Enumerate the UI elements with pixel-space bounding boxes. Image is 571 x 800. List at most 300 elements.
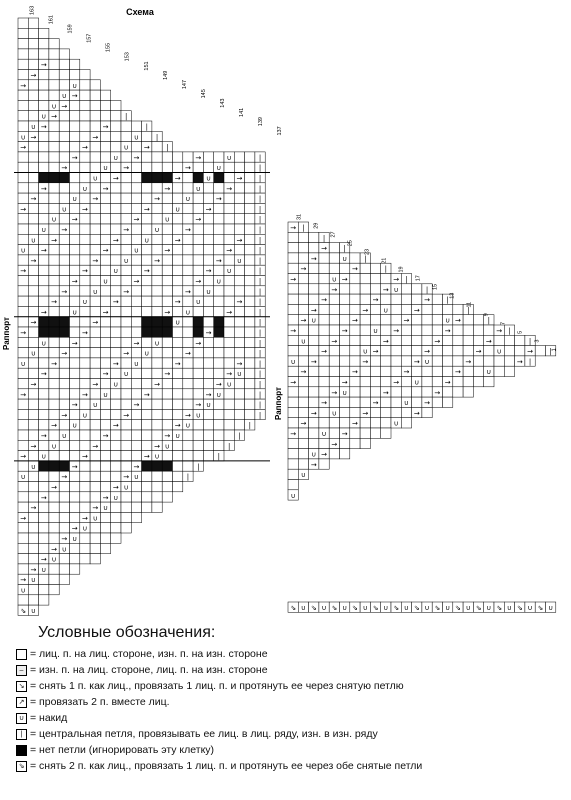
stitch-symbol: → [154, 195, 160, 204]
grid-cell [80, 430, 90, 440]
grid-cell [111, 142, 121, 152]
grid-cell [90, 100, 100, 110]
grid-cell [234, 183, 244, 193]
stitch-symbol: ∪ [175, 432, 181, 440]
grid-cell [183, 461, 193, 471]
legend-text: = изн. п. на лиц. стороне, лиц. п. на изн. стороне [30, 664, 268, 676]
grid-cell [432, 346, 442, 356]
grid-cell [162, 358, 172, 368]
grid-cell [49, 399, 59, 409]
grid-cell [370, 304, 380, 314]
grid-cell [142, 255, 152, 265]
grid-cell [162, 482, 172, 492]
grid-cell [90, 358, 100, 368]
stitch-symbol: | [258, 226, 262, 234]
stitch-symbol: ∪ [133, 473, 140, 482]
grid-cell [401, 284, 411, 294]
grid-cell [203, 224, 213, 234]
grid-cell [453, 387, 463, 397]
stitch-symbol: → [82, 143, 88, 152]
grid-cell [162, 296, 172, 306]
grid-cell [28, 100, 38, 110]
grid-cell [131, 409, 141, 419]
grid-cell [340, 438, 350, 448]
grid-cell [193, 265, 203, 275]
grid-cell [234, 317, 244, 327]
stitch-symbol: → [30, 195, 37, 204]
stitch-symbol: → [20, 329, 27, 337]
grid-cell [214, 430, 224, 440]
grid-cell [224, 162, 234, 172]
stitch-symbol: ∪ [123, 143, 129, 152]
column-number: 19 [398, 266, 405, 273]
stitch-symbol: → [290, 224, 297, 232]
grid-cell [463, 335, 473, 345]
grid-cell [111, 368, 121, 378]
grid-cell [80, 286, 90, 296]
grid-cell [142, 502, 152, 512]
stitch-symbol: → [82, 514, 88, 523]
grid-cell [28, 482, 38, 492]
stitch-symbol: | [217, 452, 221, 461]
stitch-symbol: | [258, 308, 262, 317]
stitch-symbol: → [51, 112, 57, 121]
stitch-symbol: → [40, 370, 47, 379]
grid-cell [111, 512, 121, 522]
grid-cell [288, 294, 298, 304]
stitch-symbol: → [195, 215, 202, 224]
stitch-symbol: | [258, 184, 262, 193]
grid-cell [121, 245, 131, 255]
grid-cell [131, 502, 141, 512]
grid-cell [173, 193, 183, 203]
stitch-symbol: → [185, 287, 191, 296]
grid-cell [152, 471, 162, 481]
stitch-symbol: → [321, 450, 327, 459]
grid-cell [234, 193, 244, 203]
stitch-symbol: → [30, 504, 37, 513]
stitch-symbol: ∪ [205, 174, 212, 183]
stitch-symbol: ∪ [92, 401, 98, 410]
column-number: 15 [432, 283, 439, 291]
grid-cell [381, 407, 391, 417]
stitch-symbol: | [528, 337, 532, 346]
stitch-symbol: ∪ [342, 254, 348, 263]
grid-cell [422, 377, 432, 387]
grid-cell [214, 296, 224, 306]
grid-cell [443, 366, 453, 376]
grid-cell [360, 366, 370, 376]
grid-cell [453, 335, 463, 345]
grid-cell [183, 440, 193, 450]
grid-cell [111, 276, 121, 286]
stitch-symbol: ∪ [154, 226, 160, 234]
grid-cell [121, 420, 131, 430]
grid-cell [412, 346, 422, 356]
grid-cell [18, 255, 28, 265]
grid-cell [131, 296, 141, 306]
stitch-symbol: | [166, 143, 169, 152]
grid-cell [329, 428, 339, 438]
grid-cell [90, 451, 100, 461]
grid-cell [100, 100, 110, 110]
grid-cell [111, 306, 121, 316]
stitch-symbol: ∪ [362, 347, 368, 356]
grid-cell [142, 327, 152, 337]
grid-cell [59, 399, 69, 409]
grid-cell [319, 274, 329, 284]
stitch-symbol: → [185, 164, 191, 173]
stitch-symbol: | [258, 349, 262, 358]
stitch-symbol: → [143, 452, 150, 461]
grid-cell [39, 348, 49, 358]
grid-cell [121, 337, 131, 347]
grid-cell [203, 337, 213, 347]
grid-cell [39, 70, 49, 80]
stitch-symbol: → [215, 195, 222, 204]
grid-cell [100, 317, 110, 327]
grid-cell [422, 325, 432, 335]
grid-cell [214, 265, 224, 275]
grid-cell [319, 315, 329, 325]
grid-cell [162, 389, 172, 399]
grid-cell [90, 203, 100, 213]
grid-cell [360, 315, 370, 325]
stitch-symbol: ∪ [226, 267, 232, 276]
grid-cell [288, 449, 298, 459]
grid-cell [100, 203, 110, 213]
stitch-symbol: → [290, 327, 297, 335]
stitch-symbol: → [195, 339, 202, 348]
grid-cell [39, 502, 49, 512]
grid-cell [173, 286, 183, 296]
stitch-symbol: → [362, 357, 369, 366]
stitch-symbol: → [51, 236, 57, 245]
stitch-symbol: ∪ [20, 246, 26, 255]
grid-cell [142, 440, 152, 450]
grid-cell [183, 152, 193, 162]
grid-cell [80, 492, 90, 502]
stitch-symbol: → [236, 359, 243, 368]
grid-cell [131, 265, 141, 275]
grid-cell [131, 234, 141, 244]
stitch-symbol: → [352, 316, 358, 325]
grid-cell [329, 449, 339, 459]
stitch-symbol: | [487, 316, 491, 325]
legend-row [16, 744, 561, 757]
grid-cell [49, 492, 59, 502]
grid-cell [131, 420, 141, 430]
stitch-symbol: → [236, 236, 243, 245]
stitch-symbol: ∪ [506, 604, 513, 612]
grid-cell [370, 356, 380, 366]
grid-cell [214, 440, 224, 450]
grid-cell [309, 438, 319, 448]
stitch-symbol: → [290, 378, 297, 387]
grid-cell [70, 234, 80, 244]
grid-cell [152, 482, 162, 492]
grid-cell [370, 387, 380, 397]
grid-cell [142, 409, 152, 419]
grid-cell [329, 325, 339, 335]
grid-cell [131, 451, 141, 461]
grid-cell [224, 214, 234, 224]
grid-cell [111, 131, 121, 141]
stitch-symbol: → [123, 473, 130, 482]
stitch-symbol: → [331, 440, 338, 449]
grid-cell [100, 533, 110, 543]
grid-cell [432, 377, 442, 387]
grid-cell [111, 389, 121, 399]
grid-cell [360, 377, 370, 387]
grid-cell [391, 315, 401, 325]
grid-cell [245, 358, 255, 368]
grid-cell [70, 100, 80, 110]
grid-cell [80, 543, 90, 553]
grid-cell [245, 162, 255, 172]
grid-cell [370, 284, 380, 294]
grid-cell [111, 409, 121, 419]
grid-cell [49, 173, 59, 183]
grid-cell [28, 492, 38, 502]
grid-cell [90, 348, 100, 358]
grid-cell [288, 304, 298, 314]
grid-cell [193, 451, 203, 461]
grid-cell [504, 335, 514, 345]
column-number: 143 [220, 98, 226, 108]
grid-cell [18, 317, 28, 327]
grid-cell [111, 203, 121, 213]
slip2-knit-pass-icon: ⇘ [16, 761, 27, 772]
grid-cell [70, 265, 80, 275]
grid-cell [453, 304, 463, 314]
stitch-symbol: ∪ [20, 133, 26, 142]
stitch-symbol: → [215, 380, 222, 389]
grid-cell [162, 348, 172, 358]
grid-cell [203, 296, 213, 306]
grid-cell [100, 461, 110, 471]
stitch-symbol: → [40, 555, 47, 564]
stitch-symbol: ∪ [195, 411, 201, 420]
stitch-symbol: ∪ [113, 153, 119, 162]
grid-cell [214, 358, 224, 368]
grid-cell [111, 193, 121, 203]
stitch-symbol: → [174, 421, 181, 430]
grid-cell [49, 317, 59, 327]
stitch-symbol: ∪ [372, 327, 379, 335]
grid-cell [245, 214, 255, 224]
stitch-symbol: ∪ [113, 267, 119, 276]
grid-cell [473, 377, 483, 387]
stitch-symbol: → [82, 452, 88, 461]
grid-cell [224, 286, 234, 296]
grid-cell [39, 255, 49, 265]
stitch-symbol: → [300, 316, 307, 325]
legend-text: = снять 2 п. как лиц., провязать 1 лиц. п. и протянуть ее через обе снятые петли [30, 760, 423, 772]
grid-cell [121, 121, 131, 131]
grid-cell [422, 387, 432, 397]
stitch-symbol: → [382, 285, 389, 294]
grid-cell [183, 214, 193, 224]
grid-cell [80, 337, 90, 347]
stitch-symbol: | [258, 339, 262, 348]
grid-cell [121, 379, 131, 389]
grid-cell [100, 173, 110, 183]
grid-cell [183, 327, 193, 337]
grid-cell [39, 131, 49, 141]
stitch-symbol: | [258, 411, 262, 420]
grid-cell [90, 461, 100, 471]
stitch-symbol: ∪ [342, 388, 348, 397]
grid-cell [90, 492, 100, 502]
grid-cell [131, 348, 141, 358]
grid-cell [18, 162, 28, 172]
stitch-symbol: → [164, 246, 171, 255]
stitch-symbol: → [40, 308, 47, 317]
grid-cell [183, 245, 193, 255]
grid-cell [111, 162, 121, 172]
stitch-symbol: ∪ [486, 368, 492, 377]
grid-cell [203, 162, 213, 172]
grid-cell [28, 152, 38, 162]
stitch-symbol: | [258, 380, 262, 389]
stitch-symbol: → [61, 535, 68, 543]
grid-cell [162, 276, 172, 286]
grid-cell [203, 193, 213, 203]
grid-cell [173, 379, 183, 389]
chart-title: Схема [126, 7, 154, 17]
grid-cell [111, 533, 121, 543]
grid-cell [59, 306, 69, 316]
grid-cell [39, 80, 49, 90]
grid-cell [340, 449, 350, 459]
grid-cell [401, 407, 411, 417]
stitch-symbol: → [226, 370, 233, 379]
grid-cell [381, 428, 391, 438]
grid-cell [39, 358, 49, 368]
grid-cell [70, 121, 80, 131]
no-stitch-icon [16, 745, 27, 756]
stitch-symbol: → [205, 390, 212, 399]
stitch-symbol: → [321, 399, 327, 408]
grid-cell [59, 214, 69, 224]
grid-cell [309, 397, 319, 407]
grid-cell [443, 356, 453, 366]
grid-cell [18, 409, 28, 419]
column-number: 139 [258, 117, 265, 127]
grid-cell [39, 214, 49, 224]
column-number: 147 [181, 79, 188, 90]
grid-cell [90, 306, 100, 316]
grid-cell [28, 554, 38, 564]
grid-cell [80, 100, 90, 110]
grid-cell [142, 193, 152, 203]
grid-cell [309, 387, 319, 397]
grid-cell [193, 420, 203, 430]
grid-cell [463, 366, 473, 376]
grid-cell [49, 574, 59, 584]
grid-cell [391, 397, 401, 407]
stitch-symbol: ⇘ [475, 604, 482, 612]
grid-cell [39, 512, 49, 522]
grid-cell [152, 265, 162, 275]
stitch-symbol: → [382, 388, 389, 397]
stitch-symbol: | [258, 329, 262, 337]
grid-cell [59, 193, 69, 203]
legend-row [16, 648, 561, 661]
stitch-symbol: ∪ [72, 535, 78, 543]
grid-cell [100, 142, 110, 152]
grid-cell [401, 387, 411, 397]
blank-cell-icon [16, 649, 27, 660]
stitch-symbol: → [82, 205, 88, 214]
stitch-symbol: → [71, 339, 78, 348]
grid-cell [288, 315, 298, 325]
stitch-symbol: ∪ [445, 604, 451, 612]
grid-cell [100, 152, 110, 162]
grid-cell [298, 294, 308, 304]
grid-cell [49, 255, 59, 265]
grid-cell [245, 276, 255, 286]
grid-cell [121, 183, 131, 193]
stitch-symbol: → [123, 411, 130, 420]
grid-cell [484, 356, 494, 366]
grid-cell [152, 286, 162, 296]
legend-row [16, 664, 561, 677]
stitch-symbol: ∪ [342, 604, 348, 612]
grid-cell [298, 325, 308, 335]
grid-cell [59, 70, 69, 80]
grid-cell [121, 317, 131, 327]
grid-cell [100, 111, 110, 121]
grid-cell [18, 173, 28, 183]
column-number: 31 [296, 213, 303, 220]
stitch-symbol: → [321, 296, 327, 305]
grid-cell [121, 306, 131, 316]
grid-cell [381, 356, 391, 366]
grid-cell [193, 440, 203, 450]
grid-cell [234, 306, 244, 316]
stitch-symbol: | [405, 275, 408, 284]
grid-cell [183, 368, 193, 378]
grid-cell [111, 327, 121, 337]
stitch-symbol: → [133, 401, 140, 410]
stitch-symbol: → [40, 184, 47, 193]
stitch-symbol: ∪ [20, 473, 26, 482]
stitch-symbol: | [258, 298, 262, 307]
grid-cell [340, 315, 350, 325]
grid-cell [309, 232, 319, 242]
grid-cell [309, 335, 319, 345]
grid-cell [234, 152, 244, 162]
grid-cell [39, 162, 49, 172]
grid-cell [59, 265, 69, 275]
stitch-symbol: → [185, 226, 191, 234]
grid-cell [329, 397, 339, 407]
grid-cell [152, 203, 162, 213]
stitch-symbol: | [258, 256, 262, 265]
grid-cell [340, 407, 350, 417]
grid-cell [214, 368, 224, 378]
grid-cell [59, 296, 69, 306]
grid-cell [381, 315, 391, 325]
stitch-symbol: → [236, 298, 243, 307]
grid-cell [90, 111, 100, 121]
grid-cell [193, 255, 203, 265]
stitch-symbol: | [258, 246, 262, 255]
grid-cell [443, 387, 453, 397]
grid-cell [70, 224, 80, 234]
